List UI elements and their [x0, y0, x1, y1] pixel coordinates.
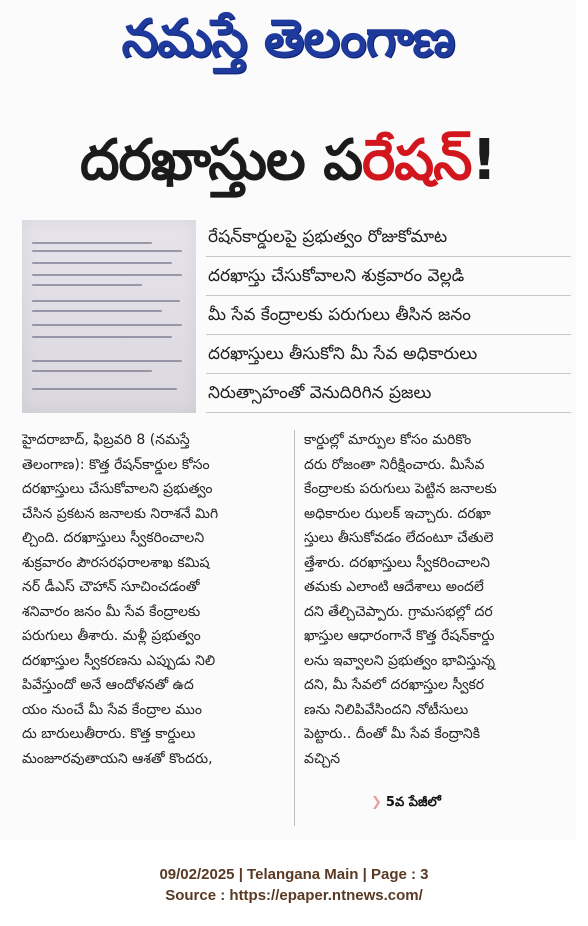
highlight-item: రేషన్‌కార్డులపై ప్రభుత్వం రోజుకోమాట	[206, 218, 571, 257]
body-line: కార్డుల్లో మార్పుల కోసం మరికొం	[304, 432, 472, 448]
body-line: దరఖాస్తుల స్వీకరణను ఎప్పుడు నిలి	[22, 652, 216, 669]
highlight-item: నిరుత్సాహంతో వెనుదిరిగిన ప్రజలు	[206, 374, 571, 413]
body-line: పెట్టారు.. దీంతో మీ సేవ కేంద్రానికి	[304, 726, 481, 742]
highlights-list	[206, 218, 571, 413]
body-line: వచ్చిన	[304, 750, 341, 767]
chevron-right-icon: ❯	[371, 795, 382, 810]
body-line: దరఖాస్తులు చేసుకోవాలని ప్రభుత్వం	[22, 481, 213, 497]
continued-on-page	[371, 795, 441, 813]
body-line: తమకు ఎలాంటి ఆదేశాలు అందలే	[304, 579, 484, 595]
body-line: పివేస్తుందో అనే ఆందోళనతో ఉద	[22, 677, 194, 693]
footer-source: Source : https://epaper.ntnews.com/	[165, 887, 423, 904]
body-line: శుక్రవారం పౌరసరఫరాలశాఖ కమిష	[22, 554, 210, 571]
article-column-left	[22, 428, 284, 771]
source-footer	[0, 864, 588, 906]
column-divider	[294, 430, 295, 826]
body-line: త్తేశారు. దరఖాస్తులు స్వీకరించాలని	[304, 554, 490, 571]
headline	[0, 118, 576, 204]
body-line: దు బారులుతీరారు. కొత్త కార్డులు	[22, 726, 196, 742]
body-line: కేంద్రాలకు పరుగులు పెట్టిన జనాలకు	[304, 481, 497, 497]
body-line: ఖాస్తుల ఆధారంగానే కొత్త రేషన్‌కార్డు	[304, 628, 495, 644]
highlight-item: దరఖాస్తులు తీసుకోని మీ సేవ అధికారులు	[206, 335, 571, 374]
news-photo	[22, 220, 196, 413]
headline-part-3: !	[471, 128, 497, 193]
body-line: నర్ డీఎస్ చౌహాన్ సూచించడంతో	[22, 579, 200, 595]
body-line: తెలంగాణ): కొత్త రేషన్‌కార్డుల కోసం	[22, 456, 210, 473]
masthead: నమస్తే తెలంగాణ	[121, 9, 455, 69]
body-line: లను ఇవ్వాలని ప్రభుత్వం భావిస్తున్న	[304, 652, 495, 669]
article-column-right	[304, 428, 566, 771]
body-line: మంజూరవుతాయని ఆశతో కొందరు,	[22, 750, 213, 767]
body-line: అధికారుల ఝలక్ ఇచ్చారు. దరఖా	[304, 505, 491, 522]
headline-part-1: దరఖాస్తుల ప	[79, 128, 363, 193]
body-line: ల్చింది. దరఖాస్తులు స్వీకరించాలని	[22, 530, 205, 546]
body-line: ణను నిలిపివేసిందని నోటీసులు	[304, 701, 469, 718]
continued-label: 5వ పేజీలో	[385, 795, 441, 810]
body-line: పరుగులు తీశారు. మళ్లీ ప్రభుత్వం	[22, 628, 201, 644]
highlight-item: మీ సేవ కేంద్రాలకు పరుగులు తీసిన జనం	[206, 296, 571, 335]
headline-part-2: రేషన్	[362, 128, 472, 193]
highlight-item: దరఖాస్తు చేసుకోవాలని శుక్రవారం వెల్లడి	[206, 257, 571, 296]
body-line: హైదరాబాద్, ఫిబ్రవరి 8 (నమస్తే	[22, 432, 190, 448]
body-line: శనివారం జనం మీ సేవ కేంద్రాలకు	[22, 603, 201, 620]
body-line: దని తేల్చిచెప్పారు. గ్రామసభల్లో దర	[304, 603, 493, 620]
body-line: చేసిన ప్రకటన జనాలకు నిరాశనే మిగి	[22, 505, 219, 522]
body-line: యం నుంచే మీ సేవ కేంద్రాల ముం	[22, 701, 203, 718]
body-line: దని, మీ సేవలో దరఖాస్తుల స్వీకర	[304, 677, 485, 693]
body-line: దరు రోజంతా నిరీక్షించారు. మీసేవ	[304, 456, 485, 473]
body-line: స్తులు తీసుకోవడం లేదంటూ చేతులె	[304, 530, 494, 546]
footer-date-page: 09/02/2025 | Telangana Main | Page : 3	[159, 866, 429, 883]
